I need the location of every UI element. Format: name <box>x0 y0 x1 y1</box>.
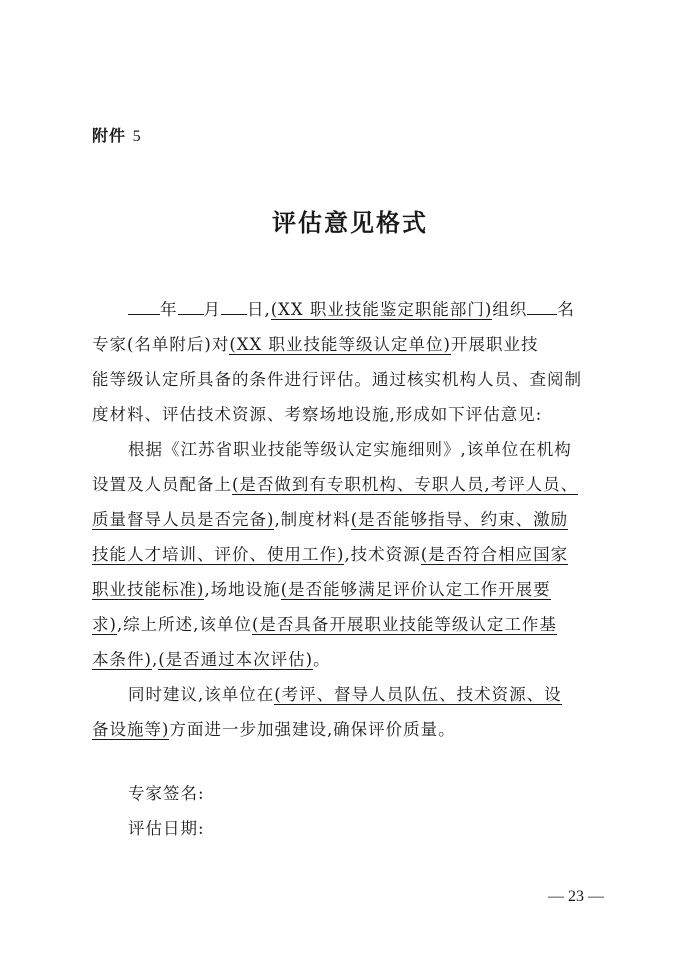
ming-label: 名 <box>557 300 575 319</box>
para2-line2 <box>92 471 578 495</box>
text-run: ,技术资源 <box>344 545 421 564</box>
underlined-placeholder: 质量督导人员是否完备) <box>92 510 275 529</box>
underlined-placeholder: 技能人才培训、评价、使用工作) <box>92 545 345 564</box>
text-run: ,综上所述,该单位 <box>116 615 252 634</box>
year-label: 年 <box>160 300 178 319</box>
text-run: 开展职业技 <box>451 335 539 354</box>
text-run: 设置及人员配备上 <box>92 475 232 494</box>
underlined-placeholder: (是否具备开展职业技能等级认定工作基 <box>251 615 557 634</box>
underlined-placeholder: 本条件) <box>92 650 152 669</box>
text-run: 专家(名单附后)对 <box>92 335 230 354</box>
text-run: ,场地设施 <box>204 580 281 599</box>
page-number: — 23 — <box>548 888 604 905</box>
text-run: 方面进一步加强建设,确保评价质量。 <box>169 720 456 739</box>
month-label: 月 <box>203 300 221 319</box>
underlined-placeholder: (是否能够指导、约束、激励 <box>350 510 569 529</box>
evaluation-date-label: 评估日期: <box>128 819 205 838</box>
month-blank <box>178 298 204 315</box>
para2-line7 <box>92 646 331 670</box>
text-run: , <box>151 650 159 669</box>
text-run: 同时建议,该单位在 <box>128 685 275 704</box>
para2-line4 <box>92 541 568 565</box>
day-label: 日 <box>247 300 265 319</box>
para2-line3 <box>92 506 568 530</box>
para3-line1 <box>128 681 562 705</box>
underlined-placeholder: 求) <box>92 615 117 634</box>
para1-line1: 年 月 日,(XX 职业技能鉴定职能部门)组织 名 <box>128 296 575 320</box>
year-blank <box>128 298 160 315</box>
unit-placeholder: (XX 职业技能等级认定单位) <box>229 335 451 354</box>
para2-line1: 根据《江苏省职业技能等级认定实施细则》,该单位在机构 <box>128 440 572 459</box>
para1-line3: 能等级认定所具备的条件进行评估。通过核实机构人员、查阅制 <box>92 370 582 389</box>
expert-signature-label: 专家签名: <box>128 784 205 803</box>
para1-line4: 度材料、评估技术资源、考察场地设施,形成如下评估意见: <box>92 405 543 424</box>
underlined-placeholder: (是否符合相应国家 <box>420 545 569 564</box>
underlined-placeholder: (是否做到有专职机构、专职人员,考评人员、 <box>232 475 579 494</box>
count-blank <box>527 298 557 315</box>
para2-line6 <box>92 611 557 635</box>
para3-line2 <box>92 716 456 740</box>
document-title: 评估意见格式 <box>272 209 428 237</box>
attachment-text: 附件 <box>92 126 127 145</box>
para2-line5 <box>92 576 551 600</box>
attachment-label <box>92 123 142 146</box>
text-run: 。 <box>313 650 331 669</box>
underlined-placeholder: 职业技能标准) <box>92 580 205 599</box>
day-blank <box>221 298 247 315</box>
underlined-placeholder: (是否通过本次评估) <box>158 650 314 669</box>
para1-line2 <box>92 331 539 355</box>
underlined-placeholder: (是否能够满足评价认定工作开展要 <box>280 580 551 599</box>
attachment-number: 5 <box>132 128 142 145</box>
text-run: ,制度材料 <box>274 510 351 529</box>
dept-placeholder: (XX 职业技能鉴定职能部门) <box>270 300 493 319</box>
org-label: 组织 <box>492 300 528 319</box>
underlined-placeholder: (考评、督导人员队伍、技术资源、设 <box>274 685 562 704</box>
underlined-placeholder: 备设施等) <box>92 720 170 739</box>
